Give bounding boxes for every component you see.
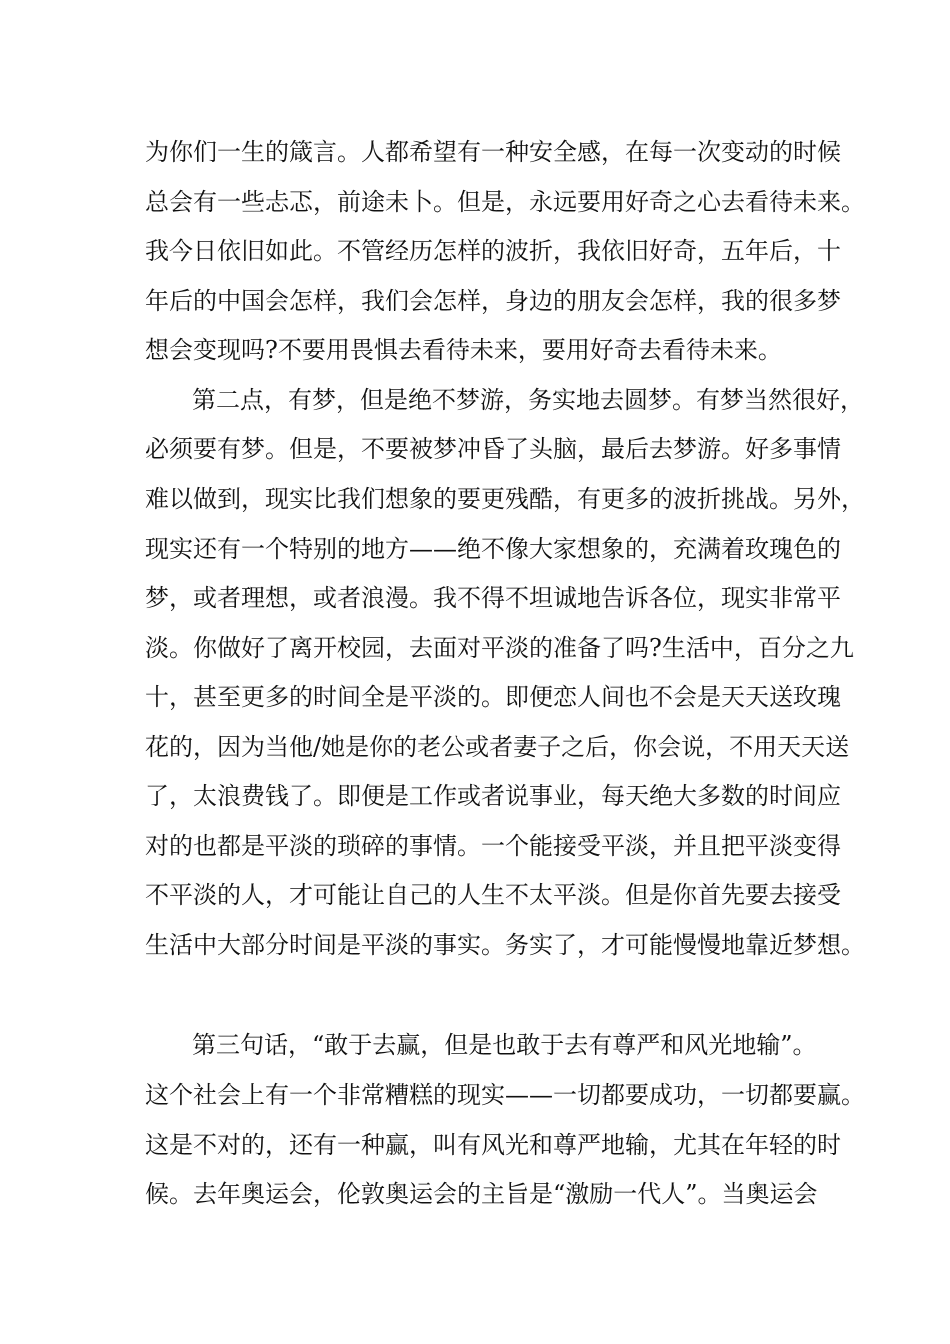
text-line: 了，太浪费钱了。即便是工作或者说事业，每天绝大多数的时间应 xyxy=(145,782,841,810)
text-line: 现实还有一个特别的地方——绝不像大家想象的，充满着玫瑰色的 xyxy=(145,535,841,563)
text-line: 第二点，有梦，但是绝不梦游，务实地去圆梦。有梦当然很好， xyxy=(192,386,864,414)
text-line: 生活中大部分时间是平淡的事实。务实了，才可能慢慢地靠近梦想。 xyxy=(145,931,865,959)
text-line: 必须要有梦。但是，不要被梦冲昏了头脑，最后去梦游。好多事情 xyxy=(145,435,841,463)
text-line: 第三句话，“敢于去赢，但是也敢于去有尊严和风光地输”。 xyxy=(192,1031,817,1059)
text-line: 对的也都是平淡的琐碎的事情。一个能接受平淡，并且把平淡变得 xyxy=(145,832,841,860)
text-line: 这是不对的，还有一种赢，叫有风光和尊严地输，尤其在年轻的时 xyxy=(145,1131,841,1159)
text-line: 难以做到，现实比我们想象的要更残酷，有更多的波折挑战。另外， xyxy=(145,485,865,513)
text-line: 为你们一生的箴言。人都希望有一种安全感，在每一次变动的时候 xyxy=(145,138,841,166)
text-line: 不平淡的人，才可能让自己的人生不太平淡。但是你首先要去接受 xyxy=(145,881,841,909)
text-line: 想会变现吗?不要用畏惧去看待未来，要用好奇去看待未来。 xyxy=(145,336,782,364)
text-line: 十，甚至更多的时间全是平淡的。即便恋人间也不会是天天送玫瑰 xyxy=(145,683,841,711)
text-line: 梦，或者理想，或者浪漫。我不得不坦诚地告诉各位，现实非常平 xyxy=(145,584,841,612)
text-line: 年后的中国会怎样，我们会怎样，身边的朋友会怎样，我的很多梦 xyxy=(145,287,841,315)
text-line: 淡。你做好了离开校园，去面对平淡的准备了吗?生活中，百分之九 xyxy=(145,634,854,662)
text-line: 花的，因为当他/她是你的老公或者妻子之后，你会说，不用天天送 xyxy=(145,733,850,761)
text-line: 这个社会上有一个非常糟糕的现实——一切都要成功，一切都要赢。 xyxy=(145,1081,865,1109)
text-line: 总会有一些忐忑，前途未卜。但是，永远要用好奇之心去看待未来。 xyxy=(145,188,865,216)
text-line: 候。去年奥运会，伦敦奥运会的主旨是“激励一代人”。当奥运会 xyxy=(145,1180,818,1208)
text-line: 我今日依旧如此。不管经历怎样的波折，我依旧好奇，五年后，十 xyxy=(145,237,841,265)
